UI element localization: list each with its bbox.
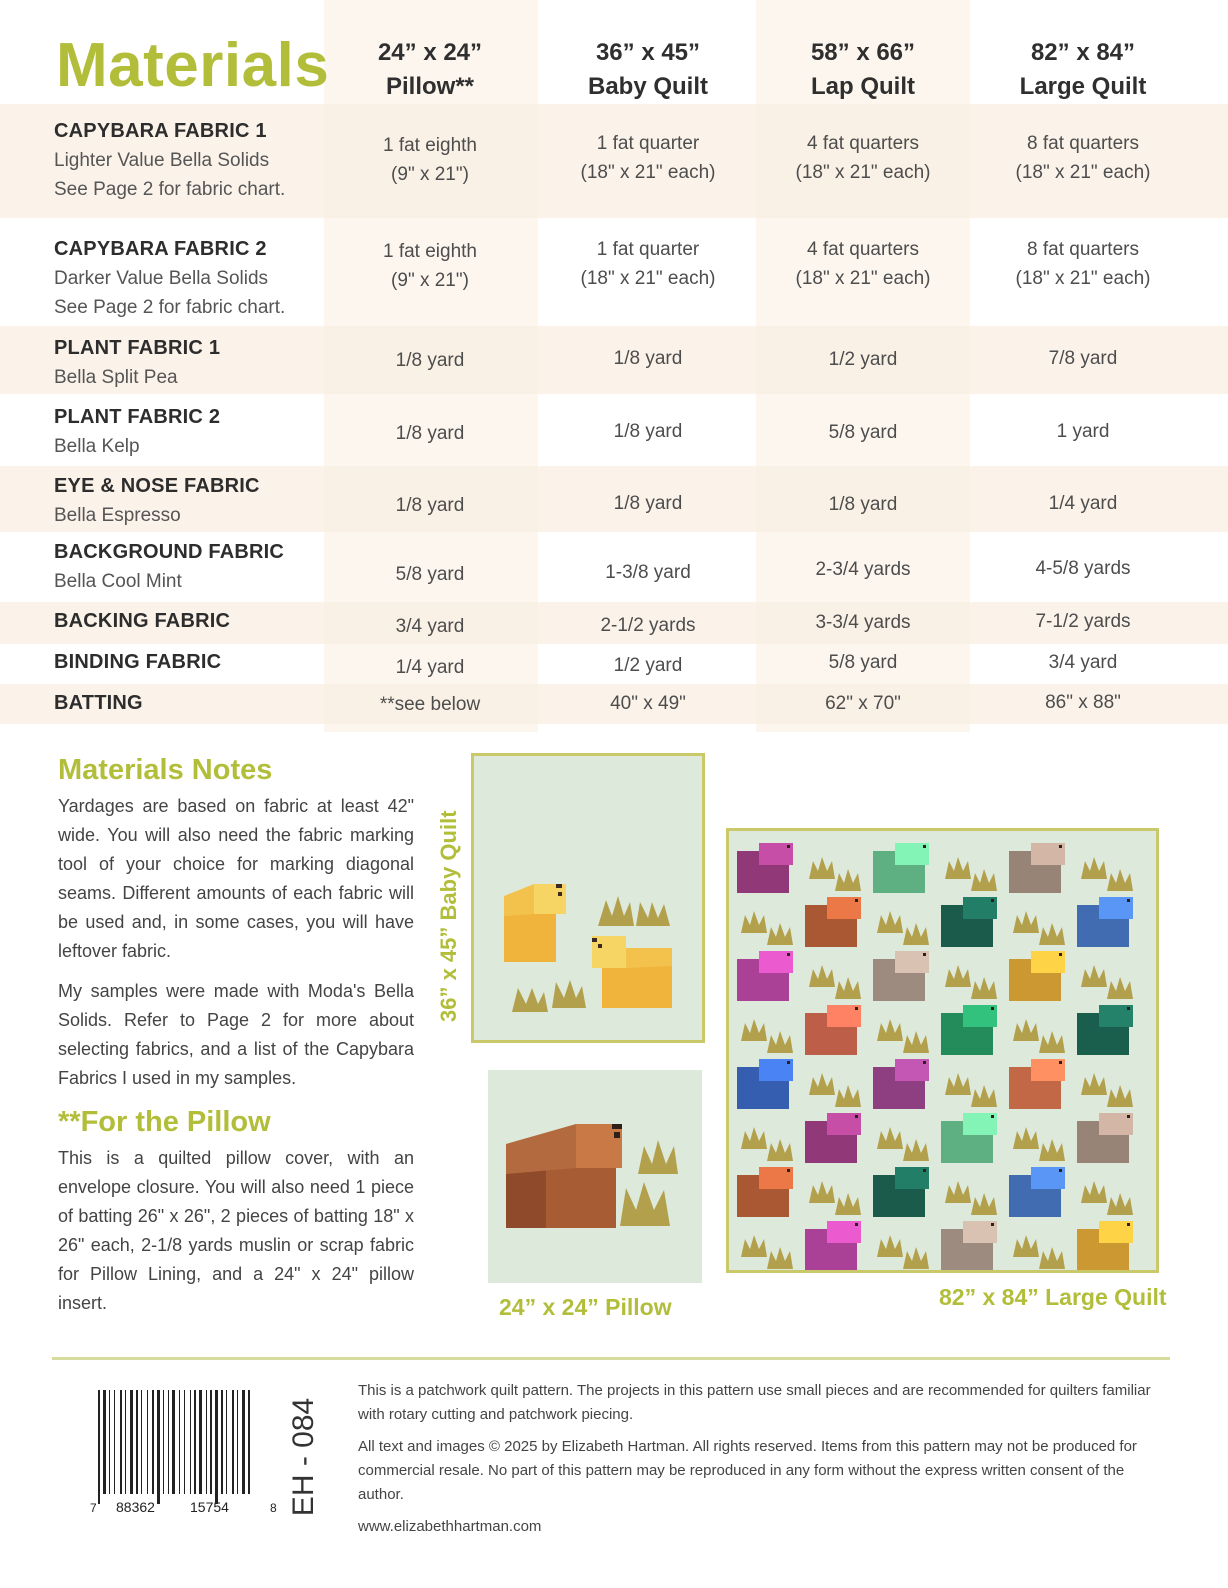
plant-leaf xyxy=(767,1247,793,1269)
capybara-eye xyxy=(787,953,790,956)
plant-leaf xyxy=(945,857,971,879)
cell-line: 1 fat quarter xyxy=(596,133,700,154)
table-cell xyxy=(538,129,758,187)
cell-line: 4 fat quarters xyxy=(807,133,919,154)
notes-heading: Materials Notes xyxy=(58,754,273,786)
barcode-bar xyxy=(248,1390,250,1494)
barcode-bar xyxy=(109,1390,110,1494)
pillow-heading: **For the Pillow xyxy=(58,1106,271,1138)
baby-quilt-illustration xyxy=(474,756,702,1040)
plant-figure xyxy=(1013,1127,1065,1161)
plant-leaf xyxy=(741,1127,767,1149)
pillow-image xyxy=(488,1070,702,1283)
row-title: BACKGROUND FABRIC xyxy=(54,541,285,563)
row-subtitle: Bella Split Pea xyxy=(54,367,178,388)
pillow-caption: 24” x 24” Pillow xyxy=(499,1294,672,1320)
column-header-lap-quilt xyxy=(753,36,973,104)
plant-leaf xyxy=(903,1031,929,1053)
cell-line: (18" x 21" each) xyxy=(580,268,716,289)
plant-leaf xyxy=(1039,1247,1065,1269)
plant-leaf xyxy=(1081,857,1107,879)
plant-leaf xyxy=(971,977,997,999)
plant-figure xyxy=(741,1127,793,1161)
cell-line: 1 fat quarter xyxy=(596,239,700,260)
capybara-figure xyxy=(1009,1059,1065,1109)
plant-leaf xyxy=(835,977,861,999)
materials-notes xyxy=(58,752,414,1329)
plant-leaf xyxy=(877,911,903,933)
plant-leaf xyxy=(1013,1019,1039,1041)
barcode-bar xyxy=(226,1390,227,1494)
capybara-eye xyxy=(855,1115,858,1118)
footer-text xyxy=(358,1379,1158,1547)
cell-line: (18" x 21" each) xyxy=(795,268,931,289)
row-label-background-fabric xyxy=(54,538,284,596)
capybara-figure xyxy=(737,951,793,1001)
plant-figure xyxy=(1013,1019,1065,1053)
cell-line: 4 fat quarters xyxy=(807,239,919,260)
barcode-digit: 7 xyxy=(90,1501,97,1514)
capybara-figure xyxy=(1077,1113,1133,1163)
capybara-figure xyxy=(1077,1221,1133,1270)
column-name: Lap Quilt xyxy=(811,73,915,100)
plant-figure xyxy=(741,1235,793,1269)
table-cell: 1/4 yard xyxy=(1048,493,1118,514)
large-quilt-image xyxy=(726,828,1159,1273)
row-label-eye-nose-fabric xyxy=(54,472,260,530)
plant-leaf xyxy=(1107,1193,1133,1215)
plant-leaf xyxy=(1039,1031,1065,1053)
row-subtitle: Bella Espresso xyxy=(54,505,181,526)
table-cell: 1/8 yard xyxy=(395,423,465,444)
barcode-bar xyxy=(120,1390,122,1494)
barcode-bar xyxy=(163,1390,164,1494)
cell-line: (18" x 21" each) xyxy=(795,162,931,183)
barcode-bar xyxy=(168,1390,169,1494)
table-cell xyxy=(320,237,540,295)
plant-leaf xyxy=(1013,911,1039,933)
capybara-eye xyxy=(1127,1115,1130,1118)
capybara-figure xyxy=(941,1113,997,1163)
table-cell: 3/4 yard xyxy=(395,616,465,637)
table-cell: 1/2 yard xyxy=(828,349,898,370)
plant-leaf xyxy=(903,1247,929,1269)
plant-figure xyxy=(1013,1235,1065,1269)
capybara-figure xyxy=(1009,951,1065,1001)
baby-quilt-image xyxy=(471,753,705,1043)
row-title: EYE & NOSE FABRIC xyxy=(54,475,260,497)
capybara-figure xyxy=(506,1124,622,1228)
barcode-digit: 8 xyxy=(270,1501,277,1514)
table-cell: 5/8 yard xyxy=(395,564,465,585)
plant-leaf xyxy=(1013,1235,1039,1257)
plant-leaf xyxy=(1081,1181,1107,1203)
barcode-bar xyxy=(136,1390,138,1494)
row-title: BATTING xyxy=(54,692,143,714)
column-name: Large Quilt xyxy=(1019,73,1147,100)
capybara-figure xyxy=(1009,1167,1065,1217)
row-title: BINDING FABRIC xyxy=(54,651,222,673)
row-label-batting xyxy=(54,689,143,718)
barcode-bar xyxy=(221,1390,223,1494)
plant-leaf xyxy=(767,923,793,945)
capybara-eye xyxy=(855,1223,858,1226)
plant-leaf xyxy=(1039,923,1065,945)
barcode-bar xyxy=(232,1390,234,1494)
capybara-figure xyxy=(737,1167,793,1217)
column-size: 82” x 84” xyxy=(1030,39,1136,66)
row-title: BACKING FABRIC xyxy=(54,610,231,632)
table-cell: 1/8 yard xyxy=(395,350,465,371)
barcode-bar xyxy=(114,1390,115,1494)
row-label-binding-fabric xyxy=(54,648,221,677)
plant-leaf xyxy=(1107,977,1133,999)
column-header-baby-quilt xyxy=(538,36,758,104)
plant-leaf xyxy=(903,923,929,945)
table-cell: 5/8 yard xyxy=(828,422,898,443)
capybara-figure xyxy=(737,1059,793,1109)
plant-figure xyxy=(1081,857,1133,891)
plant-leaf xyxy=(1039,1139,1065,1161)
plant-leaf xyxy=(835,1085,861,1107)
plant-leaf xyxy=(809,965,835,987)
table-cell: 3/4 yard xyxy=(1048,652,1118,673)
footer-paragraph: All text and images © 2025 by Elizabeth Hartman. All rights reserved. Items from this pattern may not be produced for commercial resale. No part of this pattern may be reproduced in any form without the express written consent of the author. xyxy=(358,1438,1137,1503)
capybara-eye xyxy=(923,1169,926,1172)
capybara-eye xyxy=(991,1115,994,1118)
capybara-eye xyxy=(991,1007,994,1010)
capybara-figure xyxy=(941,1221,997,1270)
capybara-figure xyxy=(1009,843,1065,893)
capybara-eye xyxy=(923,1061,926,1064)
capybara-eye xyxy=(855,1007,858,1010)
capybara-eye xyxy=(1127,1007,1130,1010)
barcode-digit: 88362 xyxy=(116,1499,155,1514)
table-cell: 3-3/4 yards xyxy=(815,612,911,633)
table-cell: **see below xyxy=(379,694,481,715)
capybara-figure xyxy=(805,1221,861,1270)
capybara-figure xyxy=(873,1167,929,1217)
table-cell: 62" x 70" xyxy=(825,693,901,714)
table-cell: 7/8 yard xyxy=(1048,348,1118,369)
footer-paragraph: This is a patchwork quilt pattern. The projects in this pattern use small pieces and are recommended for quilters familiar with rotary cutting and patchwork piecing. xyxy=(358,1382,1151,1423)
capybara-figure xyxy=(873,1059,929,1109)
barcode-bar xyxy=(130,1390,133,1494)
barcode-bar xyxy=(242,1390,245,1494)
large-quilt-illustration xyxy=(729,831,1156,1270)
plant-leaf xyxy=(877,1235,903,1257)
row-label-capybara-fabric-2 xyxy=(54,235,285,322)
notes-paragraph: This is a quilted pillow cover, with an envelope closure. You will also need 1 piece of batting 26" x 26", 2 pieces of batting 18" x 26" each, 2-1/8 yards muslin or scrap fabric for Pillow Lining, and a 24" x 24" pillow insert. xyxy=(58,1148,414,1313)
barcode-bar xyxy=(125,1390,126,1494)
plant-leaf xyxy=(809,1181,835,1203)
plant-leaf xyxy=(971,1193,997,1215)
capybara-eye xyxy=(991,1223,994,1226)
table-cell: 2-3/4 yards xyxy=(815,559,911,580)
plant-leaf xyxy=(741,1019,767,1041)
plant-leaf xyxy=(877,1019,903,1041)
table-cell: 40" x 49" xyxy=(610,693,686,714)
cell-line: 1 fat eighth xyxy=(382,241,478,262)
capybara-eye xyxy=(1059,1169,1062,1172)
table-cell: 1/8 yard xyxy=(613,348,683,369)
capybara-figure xyxy=(1077,1005,1133,1055)
table-cell xyxy=(973,235,1193,293)
capybara-figure xyxy=(737,843,793,893)
plant-figure xyxy=(809,965,861,999)
table-cell: 1/4 yard xyxy=(395,657,465,678)
barcode-bar xyxy=(172,1390,175,1494)
notes-paragraph: My samples were made with Moda's Bella Solids. Refer to Page 2 for more about selecting fabrics, and a list of the Capybara Fabrics I used in my samples. xyxy=(58,981,414,1088)
capybara-eye xyxy=(1127,899,1130,902)
capybara-eye xyxy=(787,1061,790,1064)
page-title: Materials xyxy=(56,31,330,100)
cell-line: (9" x 21") xyxy=(391,270,469,291)
plant-leaf xyxy=(877,1127,903,1149)
plant-figure xyxy=(809,857,861,891)
plant-leaf xyxy=(741,911,767,933)
barcode-bar xyxy=(157,1390,160,1504)
table-cell: 5/8 yard xyxy=(828,652,898,673)
barcode-bar xyxy=(98,1390,100,1504)
cell-line: 8 fat quarters xyxy=(1027,133,1139,154)
barcode-bar xyxy=(215,1390,218,1504)
notes-paragraph: Yardages are based on fabric at least 42" wide. You will also need the fabric marking tool of your choice for marking diagonal seams. Different amounts of each fabric will be used and, in some cases, you will have leftover fabric. xyxy=(58,796,414,961)
row-subtitle: Bella Cool Mint xyxy=(54,571,182,592)
plant-leaf xyxy=(1013,1127,1039,1149)
plant-figure xyxy=(877,911,929,945)
table-cell: 1-3/8 yard xyxy=(605,562,691,583)
capybara-eye xyxy=(787,1169,790,1172)
plant-figure xyxy=(877,1127,929,1161)
table-cell: 1/2 yard xyxy=(613,655,683,676)
table-cell: 2-1/2 yards xyxy=(600,615,696,636)
table-cell xyxy=(753,129,973,187)
large-quilt-caption: 82” x 84” Large Quilt xyxy=(939,1284,1167,1310)
barcode-bar xyxy=(210,1390,212,1494)
plant-leaf xyxy=(1107,869,1133,891)
capybara-eye xyxy=(1127,1223,1130,1226)
capybara-eye xyxy=(787,845,790,848)
cell-line: (18" x 21" each) xyxy=(580,162,716,183)
capybara-figure xyxy=(592,936,672,1008)
plant-figure xyxy=(741,1019,793,1053)
barcode-bar xyxy=(179,1390,180,1494)
table-cell: 86" x 88" xyxy=(1045,692,1121,713)
plant-leaf xyxy=(971,869,997,891)
capybara-figure xyxy=(805,897,861,947)
capybara-eye xyxy=(923,845,926,848)
row-title: CAPYBARA FABRIC 1 xyxy=(54,120,267,142)
plant-figure xyxy=(1081,1073,1133,1107)
row-title: CAPYBARA FABRIC 2 xyxy=(54,238,267,260)
table-cell: 1/8 yard xyxy=(395,495,465,516)
column-name: Baby Quilt xyxy=(587,73,708,100)
plant-leaf xyxy=(835,1193,861,1215)
barcode-bar xyxy=(237,1390,238,1494)
plant-leaf xyxy=(1081,1073,1107,1095)
table-cell: 4-5/8 yards xyxy=(1035,558,1131,579)
materials-table xyxy=(0,0,1228,732)
plant-figure xyxy=(809,1073,861,1107)
table-cell xyxy=(320,131,540,189)
product-code: EH - 084 xyxy=(287,1397,321,1517)
barcode-bar xyxy=(206,1390,207,1494)
column-header-large-quilt xyxy=(973,36,1193,104)
barcode-bar xyxy=(147,1390,148,1494)
barcode xyxy=(90,1388,284,1514)
row-subtitle: Darker Value Bella Solids xyxy=(54,268,269,289)
plant-leaf xyxy=(1107,1085,1133,1107)
table-cell xyxy=(973,129,1193,187)
column-size: 36” x 45” xyxy=(595,39,701,66)
table-cell: 1/8 yard xyxy=(613,421,683,442)
cell-line: (18" x 21" each) xyxy=(1015,162,1151,183)
barcode-bar xyxy=(184,1390,185,1494)
row-subtitle: Lighter Value Bella Solids xyxy=(54,150,270,171)
row-title: PLANT FABRIC 1 xyxy=(54,337,221,359)
barcode-graphic xyxy=(90,1388,284,1514)
capybara-figure xyxy=(873,843,929,893)
capybara-eye xyxy=(923,953,926,956)
table-cell: 1/8 yard xyxy=(828,494,898,515)
cell-line: 1 fat eighth xyxy=(382,135,478,156)
column-size: 24” x 24” xyxy=(377,39,483,66)
table-cell xyxy=(538,235,758,293)
column-size: 58” x 66” xyxy=(810,39,916,66)
barcode-bar xyxy=(194,1390,196,1494)
row-note: See Page 2 for fabric chart. xyxy=(54,179,286,200)
table-cell: 1 yard xyxy=(1056,421,1110,442)
capybara-figure xyxy=(941,1005,997,1055)
column-header-pillow xyxy=(320,36,540,104)
row-label-backing-fabric xyxy=(54,607,230,636)
barcode-bar xyxy=(141,1390,142,1494)
capybara-figure xyxy=(504,884,566,962)
row-note: See Page 2 for fabric chart. xyxy=(54,297,286,318)
plant-figure xyxy=(877,1235,929,1269)
column-name: Pillow** xyxy=(385,73,475,100)
plant-leaf xyxy=(971,1085,997,1107)
plant-leaf xyxy=(835,869,861,891)
plant-leaf xyxy=(809,1073,835,1095)
row-label-plant-fabric-2 xyxy=(54,403,220,461)
plant-figure xyxy=(945,1073,997,1107)
row-label-capybara-fabric-1 xyxy=(54,117,285,204)
barcode-bar xyxy=(199,1390,202,1494)
cell-line: (18" x 21" each) xyxy=(1015,268,1151,289)
capybara-eye xyxy=(1059,953,1062,956)
barcode-digit: 15754 xyxy=(190,1499,229,1514)
plant-figure xyxy=(620,1140,678,1226)
table-cell xyxy=(753,235,973,293)
capybara-eye xyxy=(1059,845,1062,848)
plant-leaf xyxy=(945,1073,971,1095)
capybara-figure xyxy=(805,1005,861,1055)
barcode-bar xyxy=(190,1390,191,1494)
row-label-plant-fabric-1 xyxy=(54,334,220,392)
table-cell: 7-1/2 yards xyxy=(1035,611,1131,632)
footer-divider xyxy=(52,1357,1170,1360)
plant-figure xyxy=(945,857,997,891)
plant-leaf xyxy=(809,857,835,879)
pillow-illustration xyxy=(488,1070,702,1283)
plant-figure xyxy=(1013,911,1065,945)
plant-leaf xyxy=(945,965,971,987)
plant-leaf xyxy=(767,1139,793,1161)
cell-line: 8 fat quarters xyxy=(1027,239,1139,260)
capybara-figure xyxy=(941,897,997,947)
footer-url: www.elizabethhartman.com xyxy=(358,1518,542,1535)
row-subtitle: Bella Kelp xyxy=(54,436,140,457)
plant-figure xyxy=(1081,1181,1133,1215)
barcode-bar xyxy=(103,1390,106,1494)
row-title: PLANT FABRIC 2 xyxy=(54,406,221,428)
capybara-eye xyxy=(991,899,994,902)
table-cell: 1/8 yard xyxy=(613,493,683,514)
baby-quilt-caption: 36” x 45” Baby Quilt xyxy=(436,810,461,1022)
capybara-eye xyxy=(855,899,858,902)
barcode-bar xyxy=(152,1390,154,1494)
plant-leaf xyxy=(903,1139,929,1161)
capybara-figure xyxy=(873,951,929,1001)
plant-leaf xyxy=(741,1235,767,1257)
plant-figure xyxy=(741,911,793,945)
plant-figure xyxy=(945,1181,997,1215)
capybara-eye xyxy=(1059,1061,1062,1064)
plant-leaf xyxy=(767,1031,793,1053)
plant-figure xyxy=(809,1181,861,1215)
capybara-figure xyxy=(805,1113,861,1163)
plant-figure xyxy=(877,1019,929,1053)
plant-leaf xyxy=(945,1181,971,1203)
plant-figure xyxy=(1081,965,1133,999)
plant-leaf xyxy=(1081,965,1107,987)
plant-figure xyxy=(945,965,997,999)
capybara-figure xyxy=(1077,897,1133,947)
cell-line: (9" x 21") xyxy=(391,164,469,185)
